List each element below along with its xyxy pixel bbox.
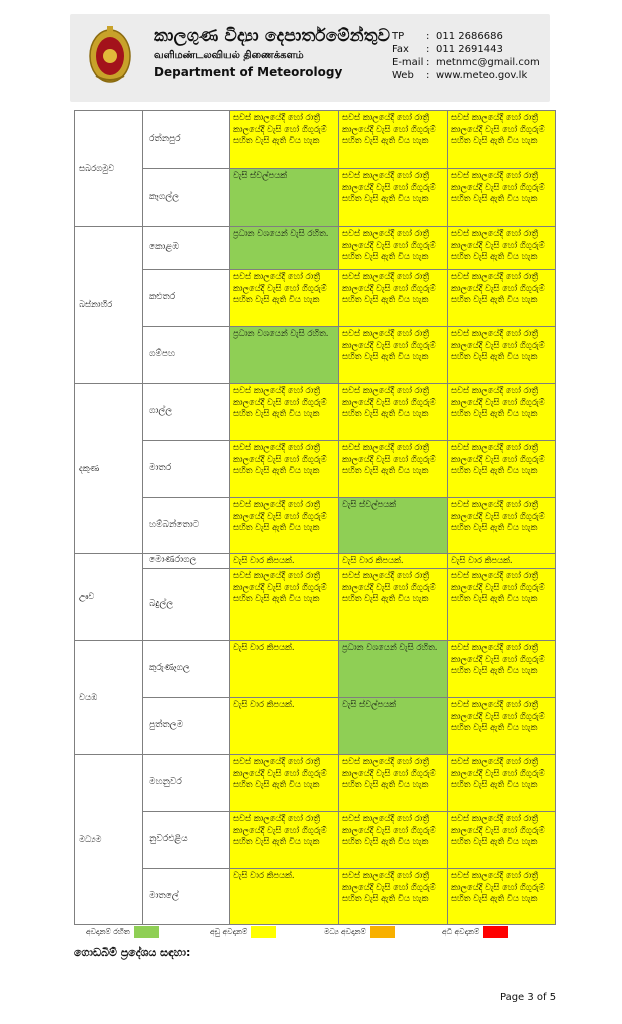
forecast-cell: සවස් කාලයේදී හෝ රාත්‍රී කාලයේදී වැසි හෝ ගිගුරුම් සහිත වැසි ඇති විය හැක [448, 755, 556, 812]
forecast-cell: සවස් කාලයේදී හෝ රාත්‍රී කාලයේදී වැසි හෝ ගිගුරුම් සහිත වැසි ඇති විය හැක [230, 384, 339, 441]
province-name: ඌව [75, 554, 143, 641]
contact-fax: 011 2691443 [436, 44, 503, 55]
forecast-row [75, 498, 556, 554]
contact-email: metnmc@gmail.com [436, 57, 540, 68]
district-name: මාතර [143, 441, 230, 498]
forecast-table [74, 110, 556, 925]
forecast-row [75, 755, 556, 812]
forecast-cell: සවස් කාලයේදී හෝ රාත්‍රී කාලයේදී වැසි හෝ ගිගුරුම් සහිත වැසි ඇති විය හැක [448, 169, 556, 227]
page-number: Page 3 of 5 [500, 992, 557, 1003]
forecast-cell: සවස් කාලයේදී හෝ රාත්‍රී කාලයේදී වැසි හෝ ගිගුරුම් සහිත වැසි ඇති විය හැක [339, 755, 448, 812]
department-title-tamil: வளிமண்டலவியல் திணைக்களம் [154, 50, 304, 61]
district-name: ගම්පහ [143, 327, 230, 384]
forecast-cell: වැසි වාර කිපයක්. [230, 554, 339, 569]
forecast-cell: සවස් කාලයේදී හෝ රාත්‍රී කාලයේදී වැසි හෝ ගිගුරුම් සහිත වැසි ඇති විය හැක [339, 441, 448, 498]
forecast-cell: සවස් කාලයේදී හෝ රාත්‍රී කාලයේදී වැසි හෝ ගිගුරුම් සහිත වැසි ඇති විය හැක [339, 569, 448, 641]
legend-label: අධි අවදානම් [442, 927, 480, 936]
province-name: බස්නාහිර [75, 227, 143, 384]
forecast-cell: සවස් කාලයේදී හෝ රාත්‍රී කාලයේදී වැසි හෝ ගිගුරුම් සහිත වැසි ඇති විය හැක [230, 111, 339, 169]
department-title-english: Department of Meteorology [154, 65, 343, 79]
forecast-cell: වැසි වාර කිපයක්. [230, 698, 339, 755]
contact-label: E-mail [392, 57, 424, 68]
legend-item-medium-risk [324, 926, 395, 938]
legend-swatch-yellow [251, 926, 276, 938]
forecast-row [75, 569, 556, 641]
province-name: මධ්‍යම [75, 755, 143, 925]
forecast-cell: සවස් කාලයේදී හෝ රාත්‍රී කාලයේදී වැසි හෝ ගිගුරුම් සහිත වැසි ඇති විය හැක [448, 327, 556, 384]
forecast-cell: සවස් කාලයේදී හෝ රාත්‍රී කාලයේදී වැසි හෝ ගිගුරුම් සහිත වැසි ඇති විය හැක [448, 812, 556, 869]
forecast-cell: සවස් කාලයේදී හෝ රාත්‍රී කාලයේදී වැසි හෝ ගිගුරුම් සහිත වැසි ඇති විය හැක [448, 569, 556, 641]
risk-legend [86, 926, 556, 940]
contact-label: Web [392, 70, 414, 81]
legend-swatch-orange [370, 926, 395, 938]
land-area-subheading: ගොඩබිම් ප්‍රදේශය සඳහා: [74, 946, 191, 959]
district-name: ගාල්ල [143, 384, 230, 441]
legend-label: අඩු අවදානම් [210, 927, 248, 936]
forecast-cell: ප්‍රධාන වශයෙන් වැසි රහිත. [230, 227, 339, 270]
forecast-row [75, 554, 556, 569]
forecast-row [75, 812, 556, 869]
forecast-cell: සවස් කාලයේදී හෝ රාත්‍රී කාලයේදී වැසි හෝ ගිගුරුම් සහිත වැසි ඇති විය හැක [448, 441, 556, 498]
contact-label: Fax [392, 44, 409, 55]
forecast-row [75, 111, 556, 169]
legend-swatch-red [483, 926, 508, 938]
letterhead [70, 14, 550, 102]
contact-phone: 011 2686686 [436, 31, 503, 42]
contact-web: www.meteo.gov.lk [436, 70, 528, 81]
forecast-cell: සවස් කාලයේදී හෝ රාත්‍රී කාලයේදී වැසි හෝ ගිගුරුම් සහිත වැසි ඇති විය හැක [230, 812, 339, 869]
forecast-cell: සවස් කාලයේදී හෝ රාත්‍රී කාලයේදී වැසි හෝ ගිගුරුම් සහිත වැසි ඇති විය හැක [448, 869, 556, 925]
forecast-cell: සවස් කාලයේදී හෝ රාත්‍රී කාලයේදී වැසි හෝ ගිගුරුම් සහිත වැසි ඇති විය හැක [448, 498, 556, 554]
forecast-row [75, 270, 556, 327]
forecast-cell: සවස් කාලයේදී හෝ රාත්‍රී කාලයේදී වැසි හෝ ගිගුරුම් සහිත වැසි ඇති විය හැක [230, 498, 339, 554]
forecast-row [75, 698, 556, 755]
district-name: මහනුවර [143, 755, 230, 812]
forecast-row [75, 384, 556, 441]
district-name: බදුල්ල [143, 569, 230, 641]
forecast-cell: සවස් කාලයේදී හෝ රාත්‍රී කාලයේදී වැසි හෝ ගිගුරුම් සහිත වැසි ඇති විය හැක [448, 227, 556, 270]
province-name: දකුණ [75, 384, 143, 554]
district-name: කළුතර [143, 270, 230, 327]
forecast-cell: සවස් කාලයේදී හෝ රාත්‍රී කාලයේදී වැසි හෝ ගිගුරුම් සහිත වැසි ඇති විය හැක [448, 111, 556, 169]
sri-lanka-emblem-icon [88, 22, 132, 86]
district-name: කෑගල්ල [143, 169, 230, 227]
forecast-cell: සවස් කාලයේදී හෝ රාත්‍රී කාලයේදී වැසි හෝ ගිගුරුම් සහිත වැසි ඇති විය හැක [339, 270, 448, 327]
forecast-cell: සවස් කාලයේදී හෝ රාත්‍රී කාලයේදී වැසි හෝ ගිගුරුම් සහිත වැසි ඇති විය හැක [230, 755, 339, 812]
forecast-cell: සවස් කාලයේදී හෝ රාත්‍රී කාලයේදී වැසි හෝ ගිගුරුම් සහිත වැසි ඇති විය හැක [448, 384, 556, 441]
forecast-cell: වැසි වාර කිපයක්. [230, 641, 339, 698]
forecast-cell: සවස් කාලයේදී හෝ රාත්‍රී කාලයේදී වැසි හෝ ගිගුරුම් සහිත වැසි ඇති විය හැක [230, 270, 339, 327]
district-name: කොළඹ [143, 227, 230, 270]
forecast-cell: වැසි ස්වල්පයක් [339, 498, 448, 554]
legend-item-low-risk [210, 926, 276, 938]
forecast-cell: ප්‍රධාන වශයෙන් වැසි රහිත. [339, 641, 448, 698]
forecast-row [75, 441, 556, 498]
legend-label: අවදානම් රහිත [86, 927, 130, 936]
forecast-cell: සවස් කාලයේදී හෝ රාත්‍රී කාලයේදී වැසි හෝ ගිගුරුම් සහිත වැසි ඇති විය හැක [230, 569, 339, 641]
forecast-cell: වැසි වාර කිපයක්. [339, 554, 448, 569]
legend-swatch-green [134, 926, 159, 938]
district-name: මොණරාගල [143, 554, 230, 569]
district-name: නුවරඑළිය [143, 812, 230, 869]
forecast-cell: ප්‍රධාන වශයෙන් වැසි රහිත. [230, 327, 339, 384]
forecast-row [75, 227, 556, 270]
forecast-cell: සවස් කාලයේදී හෝ රාත්‍රී කාලයේදී වැසි හෝ ගිගුරුම් සහිත වැසි ඇති විය හැක [339, 384, 448, 441]
legend-item-no-risk [86, 926, 159, 938]
forecast-cell: සවස් කාලයේදී හෝ රාත්‍රී කාලයේදී වැසි හෝ ගිගුරුම් සහිත වැසි ඇති විය හැක [448, 698, 556, 755]
forecast-cell: වැසි වාර කිපයක්. [448, 554, 556, 569]
forecast-cell: සවස් කාලයේදී හෝ රාත්‍රී කාලයේදී වැසි හෝ ගිගුරුම් සහිත වැසි ඇති විය හැක [339, 111, 448, 169]
forecast-cell: සවස් කාලයේදී හෝ රාත්‍රී කාලයේදී වැසි හෝ ගිගුරුම් සහිත වැසි ඇති විය හැක [339, 227, 448, 270]
legend-item-high-risk [442, 926, 508, 938]
district-name: පුත්තලම [143, 698, 230, 755]
department-title-sinhala: කාලගුණ විද්‍යා දෙපාර්තමේන්තුව [154, 26, 391, 46]
district-name: රත්නපුර [143, 111, 230, 169]
forecast-row [75, 327, 556, 384]
legend-label: මධ්‍ය අවදානම් [324, 927, 366, 936]
district-name: හම්බන්තොට [143, 498, 230, 554]
forecast-row [75, 641, 556, 698]
forecast-cell: සවස් කාලයේදී හෝ රාත්‍රී කාලයේදී වැසි හෝ ගිගුරුම් සහිත වැසි ඇති විය හැක [448, 641, 556, 698]
forecast-row [75, 169, 556, 227]
forecast-cell: සවස් කාලයේදී හෝ රාත්‍රී කාලයේදී වැසි හෝ ගිගුරුම් සහිත වැසි ඇති විය හැක [339, 869, 448, 925]
contact-details: TP : 011 2686686 Fax : 011 2691443 E-mail : metnmc@gmail.com Web : www.meteo.gov.lk [392, 31, 540, 81]
district-name: මාතලේ [143, 869, 230, 925]
forecast-cell: සවස් කාලයේදී හෝ රාත්‍රී කාලයේදී වැසි හෝ ගිගුරුම් සහිත වැසි ඇති විය හැක [339, 327, 448, 384]
forecast-cell: සවස් කාලයේදී හෝ රාත්‍රී කාලයේදී වැසි හෝ ගිගුරුම් සහිත වැසි ඇති විය හැක [230, 441, 339, 498]
district-name: කුරුණෑගල [143, 641, 230, 698]
forecast-row [75, 869, 556, 925]
forecast-cell: සවස් කාලයේදී හෝ රාත්‍රී කාලයේදී වැසි හෝ ගිගුරුම් සහිත වැසි ඇති විය හැක [339, 812, 448, 869]
forecast-cell: වැසි ස්වල්පයක් [339, 698, 448, 755]
forecast-cell: වැසි ස්වල්පයක් [230, 169, 339, 227]
forecast-cell: වැසි වාර කිපයක්. [230, 869, 339, 925]
forecast-cell: සවස් කාලයේදී හෝ රාත්‍රී කාලයේදී වැසි හෝ ගිගුරුම් සහිත වැසි ඇති විය හැක [448, 270, 556, 327]
province-name: සබරගමුව [75, 111, 143, 227]
forecast-cell: සවස් කාලයේදී හෝ රාත්‍රී කාලයේදී වැසි හෝ ගිගුරුම් සහිත වැසි ඇති විය හැක [339, 169, 448, 227]
province-name: වයඹ [75, 641, 143, 755]
contact-label: TP [392, 31, 405, 42]
